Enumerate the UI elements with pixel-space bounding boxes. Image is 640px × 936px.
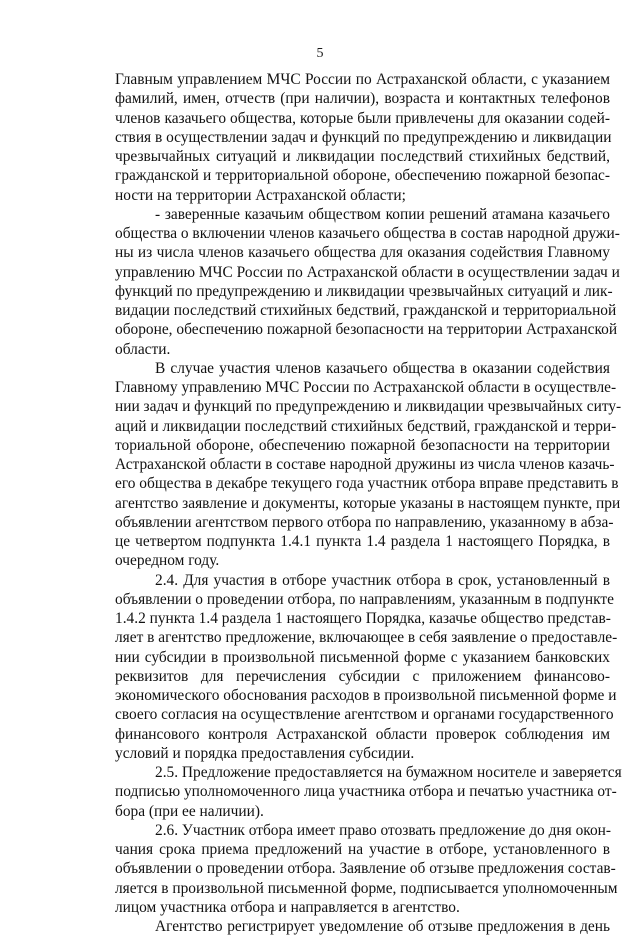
text-line: 1.4.2 пункта 1.4 раздела 1 настоящего Порядка, казачье общество представ-: [115, 610, 611, 627]
text-line: - заверенные казачьим обществом копии решений атамана казачьего: [155, 205, 610, 223]
text-line: Главному управлению МЧС России по Астраханской области в осуществле-: [115, 379, 617, 396]
text-line: ториальной обороне, обеспечению пожарной безопасности на территории: [115, 436, 610, 454]
text-line: объявлении агентством первого отбора по направлению, указанному в абза-: [115, 513, 614, 531]
text-line: подписью уполномоченного лица участника отбора и печатью участника от-: [115, 783, 617, 801]
text-line: его общества в декабре текущего года участник отбора вправе представить в: [115, 475, 619, 493]
text-line: агентство заявление и документы, которые указаны в настоящем пункте, при: [115, 494, 621, 512]
text-line: лицом участника отбора и направляется в агентство.: [115, 898, 460, 916]
text-line: управлению МЧС России по Астраханской области в осуществлении задач и: [115, 263, 620, 281]
text-line: нии задач и функций по предупреждению и ликвидации чрезвычайных ситу-: [115, 398, 622, 416]
text-line: бора (при ее наличии).: [115, 802, 264, 820]
text-line: объявлении о проведении отбора, по направлениям, указанным в подпункте: [115, 590, 614, 608]
text-line: гражданской и территориальной обороне, обеспечению пожарной безопас-: [115, 167, 610, 185]
text-line: области.: [115, 340, 171, 358]
text-line: финансового контроля Астраханской области проверок соблюдения им: [115, 725, 610, 743]
page-number: 5: [316, 46, 324, 61]
text-line: 2.5. Предложение предоставляется на бумажном носителе и заверяется: [155, 764, 622, 781]
text-line: 2.6. Участник отбора имеет право отозвать предложение до дня окон-: [155, 821, 612, 839]
text-line: В случае участия членов казачьего общества в оказании содействия: [155, 359, 610, 377]
text-line: Астраханской области в составе народной дружины из числа членов казачь-: [115, 456, 615, 473]
text-line: экономического обоснования расходов в произвольной письменной форме и: [115, 687, 617, 704]
text-line: своего согласия на осуществление агентством и органами государственного: [115, 706, 614, 724]
text-line: аций и ликвидации последствий стихийных бедствий, гражданской и терри-: [115, 417, 617, 435]
text-line: ствия в осуществлении задач и функций по предупреждению и ликвидации: [115, 128, 612, 146]
text-line: обороне, обеспечению пожарной безопасности на территории Астраханской: [115, 321, 618, 339]
text-line: ности на территории Астраханской области;: [115, 186, 406, 204]
text-line: видации последствий стихийных бедствий, гражданской и территориальной: [115, 302, 617, 319]
text-line: ляет в агентство предложение, включающее в себя заявление о предоставле-: [115, 629, 618, 647]
text-line: функций по предупреждению и ликвидации чрезвычайных ситуаций и лик-: [115, 282, 613, 300]
text-line: це четвертом подпункта 1.4.1 пункта 1.4 раздела 1 настоящего Порядка, в: [115, 533, 610, 550]
text-line: общества о включении членов казачьего общества в состав народной дружи-: [115, 225, 620, 242]
text-line: Главным управлением МЧС России по Астраханской области, с указанием: [115, 71, 610, 88]
text-line: нии субсидии в произвольной письменной форме с указанием банковских: [115, 648, 610, 666]
text-line: ляется в произвольной письменной форме, подписывается уполномоченным: [115, 879, 618, 897]
text-line: очередном году.: [115, 552, 220, 570]
text-line: условий и порядка предоставления субсидии.: [115, 744, 415, 762]
text-line: объявлении о проведении отбора. Заявление об отзыве предложения состав-: [115, 860, 616, 878]
text-line: членов казачьего общества, которые были привлечены для оказании содей-: [115, 109, 610, 127]
text-line: 2.4. Для участия в отборе участник отбора в срок, установленный в: [155, 571, 610, 589]
text-line: чрезвычайных ситуаций и ликвидации последствий стихийных бедствий,: [115, 148, 610, 165]
text-line: чания срока приема предложений на участие в отборе, установленного в: [115, 841, 610, 858]
text-line: ны из числа членов казачьего общества для оказания содействия Главному: [115, 244, 610, 262]
text-line: фамилий, имен, отчеств (при наличии), возраста и контактных телефонов: [115, 90, 610, 108]
text-line: реквизитов для перечисления субсидии с приложением финансово-: [115, 667, 610, 685]
text-line: Агентство регистрирует уведомление об отзыве предложения в день: [155, 918, 610, 935]
